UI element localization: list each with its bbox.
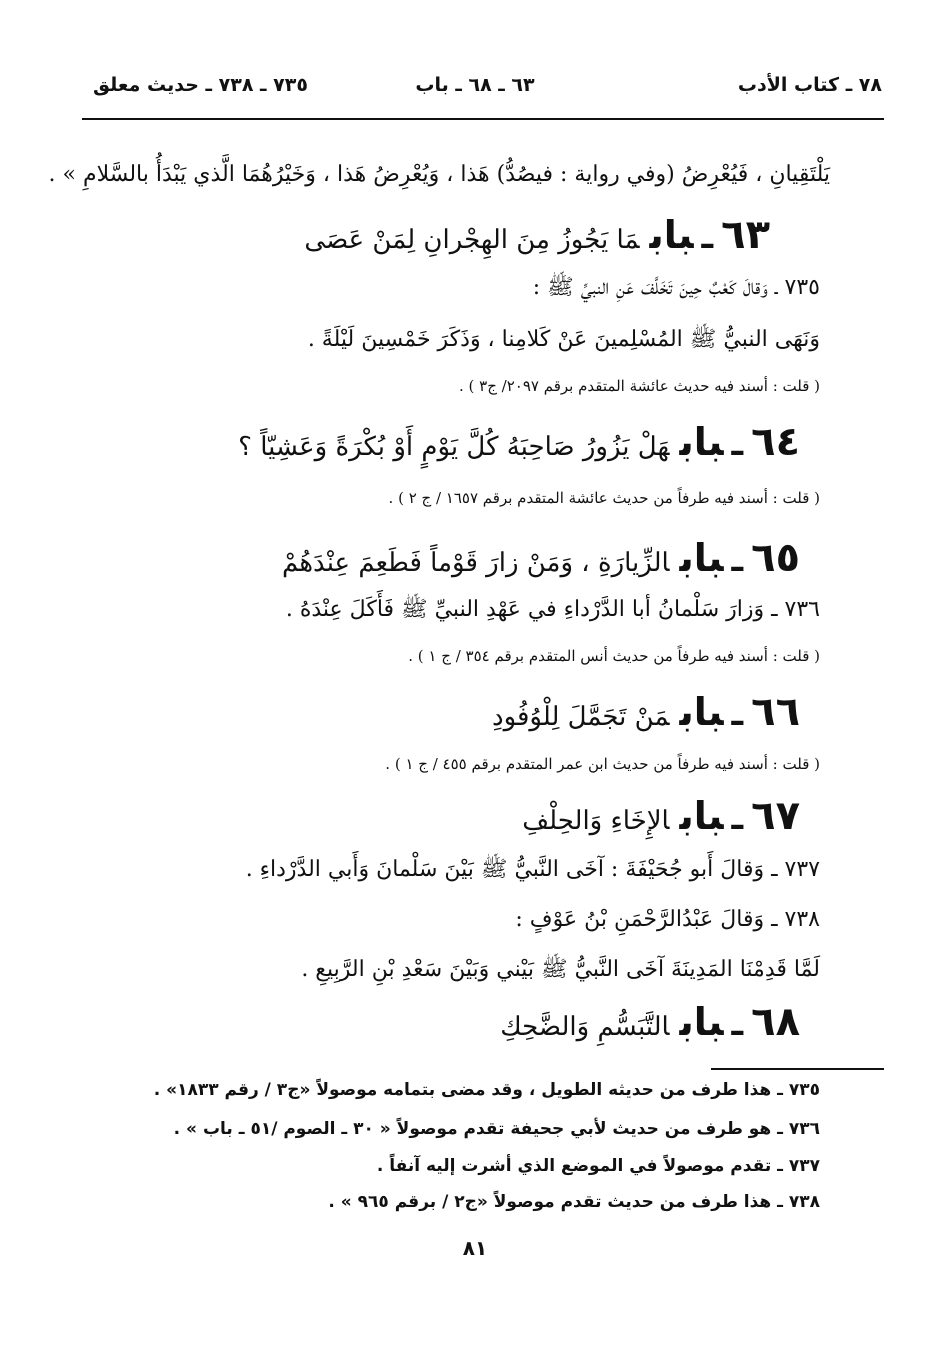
- section-heading-64: [60, 412, 800, 480]
- hadith-line: ٧٣٨ ـ وَقالَ عَبْدُالرَّحْمَنِ بْنُ عَوْفٍ :: [515, 907, 820, 932]
- page-number: ٨١: [462, 1236, 488, 1260]
- section-title: مَنْ تَجَمَّلَ لِلْوُفُودِ: [491, 702, 670, 732]
- hadith-line: وَنَهَى النبيُّ ﷺ المُسْلِمينَ عَنْ كَلامِنا ، وَذَكَرَ خَمْسِينَ لَيْلَةً .: [307, 327, 820, 352]
- header-book-title: ٧٨ ـ كتاب الأدب: [737, 74, 882, 96]
- header-chapter-range: ٦٣ ـ ٦٨ ـ باب: [415, 74, 535, 96]
- intro-line: يَلْتَقِيانِ ، فَيُعْرِضُ (وفي رواية : فيصُدُّ) هَذا ، وَيُعْرِضُ هَذا ، وَخَيْرُهُمَا الَّذي يَبْدَأُ بالسَّلامِ » .: [48, 162, 830, 187]
- section-bab-label: باب: [679, 536, 724, 580]
- section-note: ( قلت : أسند فيه حديث عائشة المتقدم برقم ٢٠٩٧/ ج٣ ) .: [459, 377, 820, 395]
- section-heading-65: [60, 528, 800, 596]
- section-heading-66: [60, 682, 800, 750]
- section-bab-label: باب: [679, 420, 724, 464]
- section-dash: ـ: [701, 217, 714, 257]
- hadith-line: ٧٣٥ ـ وَقالَ كَعْبٌ حِينَ تَخَلَّفَ عَنِ النبيِّ ﷺ :: [532, 275, 820, 300]
- section-number: ٦٣: [721, 212, 770, 258]
- section-title: هَلْ يَزُورُ صَاحِبَهُ كُلَّ يَوْمٍ أَوْ بُكْرَةً وَعَشِيّاً ؟: [238, 432, 670, 462]
- section-note: ( قلت : أسند فيه طرفاً من حديث أنس المتقدم برقم ٣٥٤ / ج ١ ) .: [408, 647, 820, 665]
- footnote-divider: [711, 1068, 884, 1070]
- section-dash: ـ: [731, 424, 744, 464]
- section-title: مَا يَجُوزُ مِنَ الهِجْرانِ لِمَنْ عَصَى: [304, 225, 640, 255]
- section-dash: ـ: [731, 798, 744, 838]
- section-dash: ـ: [731, 540, 744, 580]
- section-number: ٦٧: [751, 793, 800, 839]
- header-divider: [82, 118, 884, 120]
- hadith-line: ٧٣٧ ـ وَقالَ أَبو جُحَيْفَةَ : آخَى النَّبيُّ ﷺ بَيْنَ سَلْمانَ وَأَبي الدَّرْداءِ .: [245, 857, 820, 882]
- section-bab-label: باب: [679, 1000, 724, 1044]
- section-number: ٦٤: [751, 419, 800, 465]
- section-number: ٦٨: [751, 999, 800, 1045]
- section-bab-label: باب: [679, 794, 724, 838]
- section-title: الزِّيارَةِ ، وَمَنْ زارَ قَوْماً فَطَعِمَ عِنْدَهُمْ: [282, 548, 670, 578]
- footnote: ٧٣٦ ـ هو طرف من حديث لأبي جحيفة تقدم موصولاً « ٣٠ ـ الصوم /٥١ ـ باب » .: [173, 1119, 820, 1139]
- section-bab-label: باب: [679, 690, 724, 734]
- section-bab-label: باب: [649, 213, 694, 257]
- section-note: ( قلت : أسند فيه طرفاً من حديث ابن عمر المتقدم برقم ٤٥٥ / ج ١ ) .: [385, 755, 820, 773]
- section-dash: ـ: [731, 1004, 744, 1044]
- footnote: ٧٣٥ ـ هذا طرف من حديثه الطويل ، وقد مضى بتمامه موصولاً «ج٣ / رقم ١٨٣٣» .: [153, 1080, 820, 1100]
- section-heading-68: [60, 992, 800, 1060]
- section-title: التَّبَسُّمِ وَالضَّحِكِ: [500, 1012, 670, 1042]
- footnote: ٧٣٧ ـ تقدم موصولاً في الموضع الذي أشرت إليه آنفاً .: [376, 1156, 820, 1176]
- footnote: ٧٣٨ ـ هذا طرف من حديث تقدم موصولاً «ج٢ / برقم ٩٦٥ » .: [328, 1192, 820, 1212]
- section-heading-63: [60, 205, 770, 273]
- section-number: ٦٦: [751, 689, 800, 735]
- section-heading-67: [60, 786, 800, 854]
- header-hadith-range: ٧٣٥ ـ ٧٣٨ ـ حديث معلق: [93, 74, 308, 96]
- section-note: ( قلت : أسند فيه طرفاً من حديث عائشة المتقدم برقم ١٦٥٧ / ج ٢ ) .: [388, 489, 820, 507]
- section-title: الإِخَاءِ وَالحِلْفِ: [522, 806, 670, 836]
- section-dash: ـ: [731, 694, 744, 734]
- hadith-line: لَمَّا قَدِمْنَا المَدِينَةَ آخَى النَّبيُّ ﷺ بَيْني وَبَيْنَ سَعْدِ بْنِ الرَّبِيعِ .: [301, 957, 820, 982]
- section-number: ٦٥: [751, 535, 800, 581]
- hadith-line: ٧٣٦ ـ وَزارَ سَلْمانُ أبا الدَّرْداءِ في عَهْدِ النبيِّ ﷺ فَأَكَلَ عِنْدَهُ .: [285, 597, 820, 622]
